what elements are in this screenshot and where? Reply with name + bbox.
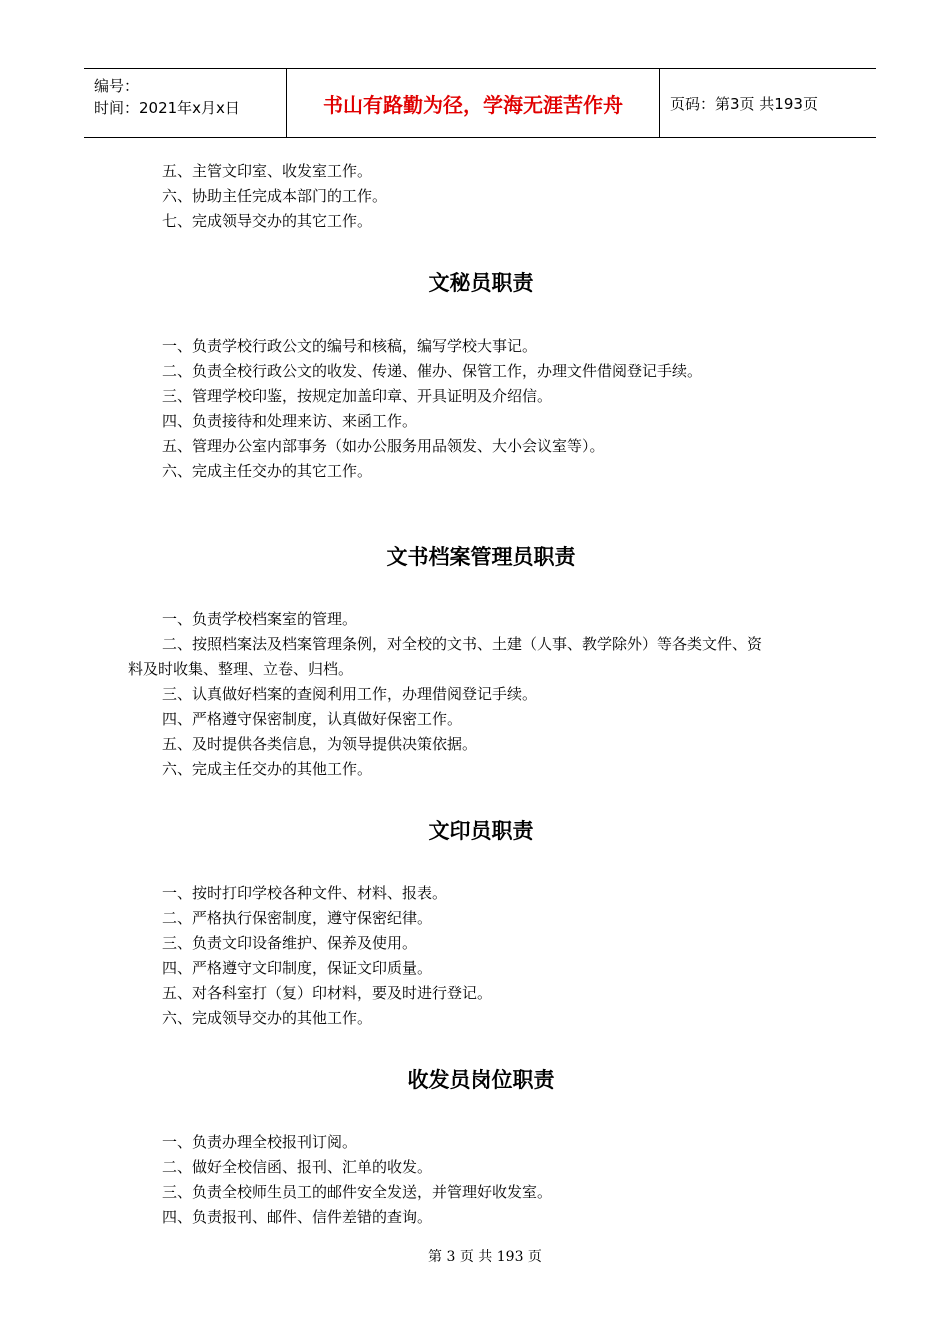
header-motto: 书山有路勤为径，学海无涯苦作舟 — [286, 69, 660, 137]
document-time: 时间：2021年x月x日 — [94, 99, 240, 117]
section-title: 收发员岗位职责 — [407, 1067, 555, 1092]
list-item: 三、负责文印设备维护、保养及使用。 — [162, 934, 418, 952]
list-item: 六、完成主任交办的其他工作。 — [162, 760, 373, 778]
list-item: 三、负责全校师生员工的邮件安全发送，并管理好收发室。 — [162, 1183, 553, 1201]
list-item: 四、严格遵守保密制度，认真做好保密工作。 — [162, 710, 463, 728]
section-title: 文秘员职责 — [428, 270, 534, 295]
list-item: 六、完成主任交办的其它工作。 — [162, 462, 373, 480]
list-item: 五、对各科室打（复）印材料，要及时进行登记。 — [162, 984, 493, 1002]
list-item: 三、认真做好档案的查阅利用工作，办理借阅登记手续。 — [162, 685, 538, 703]
list-item: 二、按照档案法及档案管理条例，对全校的文书、土建（人事、教学除外）等各类文件、资 — [162, 635, 763, 653]
list-item: 六、协助主任完成本部门的工作。 — [162, 187, 388, 205]
list-item: 二、负责全校行政公文的收发、传递、催办、保管工作，办理文件借阅登记手续。 — [162, 362, 703, 380]
list-item: 六、完成领导交办的其他工作。 — [162, 1009, 373, 1027]
section-title: 文书档案管理员职责 — [386, 544, 576, 569]
list-item: 四、严格遵守文印制度，保证文印质量。 — [162, 959, 433, 977]
list-item: 一、按时打印学校各种文件、材料、报表。 — [162, 884, 448, 902]
list-item: 二、严格执行保密制度，遵守保密纪律。 — [162, 909, 433, 927]
list-item: 二、做好全校信函、报刊、汇单的收发。 — [162, 1158, 433, 1176]
list-item: 一、负责办理全校报刊订阅。 — [162, 1133, 358, 1151]
list-item: 五、主管文印室、收发室工作。 — [162, 162, 373, 180]
header-page-info: 页码：第3页 共193页 — [670, 94, 818, 113]
section-title: 文印员职责 — [428, 818, 534, 843]
list-item: 四、负责报刊、邮件、信件差错的查询。 — [162, 1208, 433, 1226]
list-item: 四、负责接待和处理来访、来函工作。 — [162, 412, 418, 430]
list-item: 三、管理学校印鉴，按规定加盖印章、开具证明及介绍信。 — [162, 387, 553, 405]
list-item: 一、负责学校行政公文的编号和核稿，编写学校大事记。 — [162, 337, 538, 355]
list-item: 五、及时提供各类信息，为领导提供决策依据。 — [162, 735, 478, 753]
list-item: 一、负责学校档案室的管理。 — [162, 610, 358, 628]
list-item: 七、完成领导交办的其它工作。 — [162, 212, 373, 230]
document-number-label: 编号： — [94, 77, 140, 95]
list-item: 五、管理办公室内部事务（如办公服务用品领发、大小会议室等）。 — [162, 437, 605, 455]
page-footer: 第 3 页 共 193 页 — [428, 1249, 542, 1265]
header-left — [84, 69, 286, 137]
list-item-continuation: 料及时收集、整理、立卷、归档。 — [128, 660, 354, 678]
page-header — [84, 68, 876, 138]
